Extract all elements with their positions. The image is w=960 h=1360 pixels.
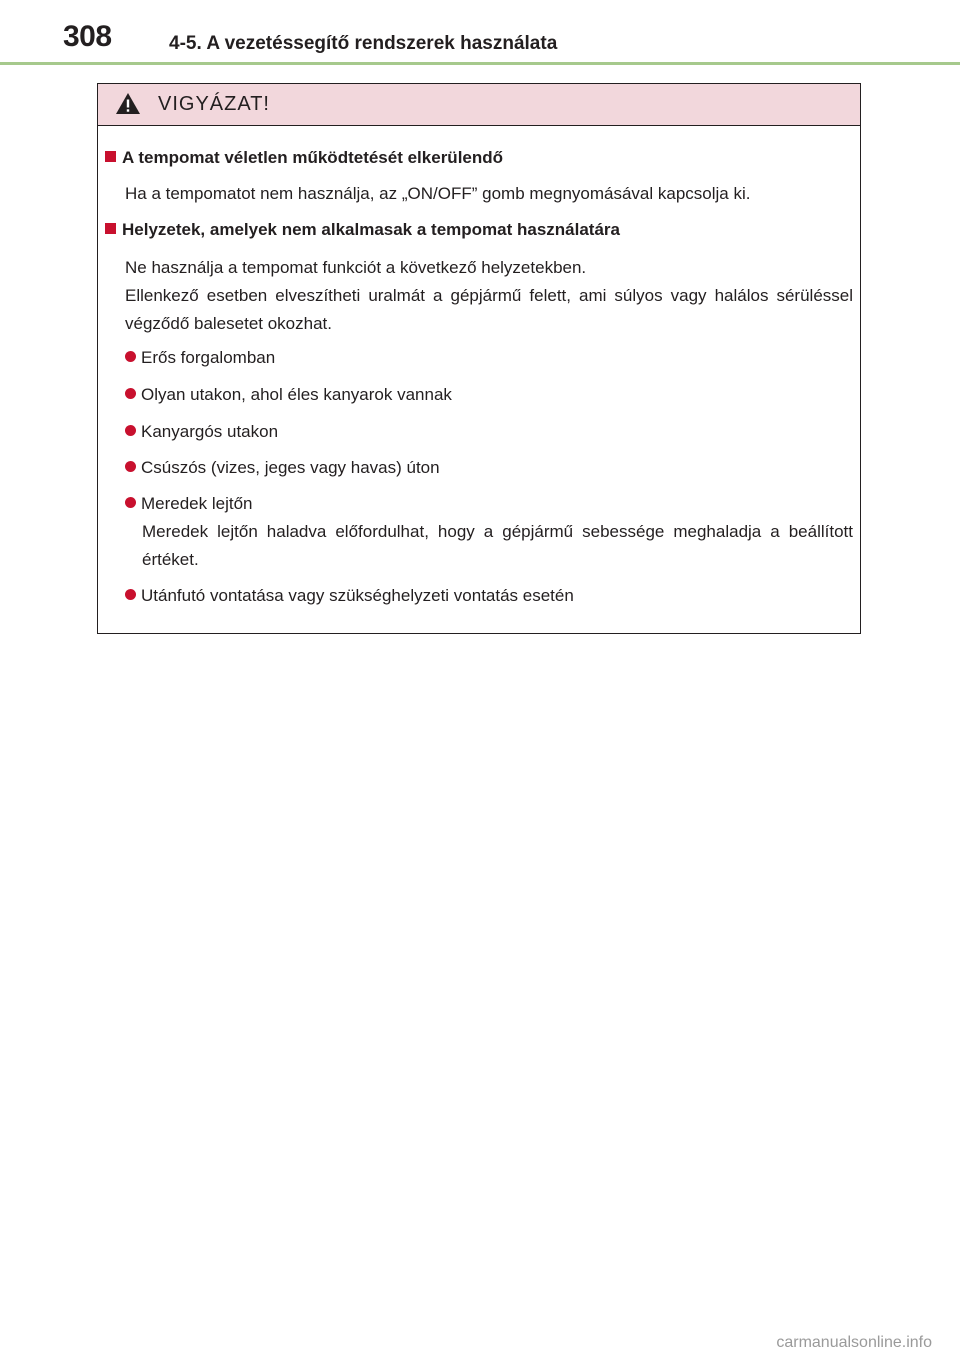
- list-item: [125, 344, 853, 372]
- list-item: [125, 582, 853, 610]
- list-item: [125, 490, 853, 574]
- paragraph: Ha a tempomatot nem használja, az „ON/OFF” gomb megnyomásával kapcsolja ki.: [125, 184, 751, 203]
- paragraph: Ellenkező esetben elveszítheti uralmát a gépjármű felett, ami súlyos vagy halálos sérüléssel végződő balesetet okozhat.: [125, 286, 853, 333]
- warning-triangle-icon: [115, 92, 141, 115]
- square-bullet-icon: [105, 151, 116, 162]
- circle-bullet-icon: [125, 497, 136, 508]
- page-header: [0, 0, 960, 66]
- paragraph: Ne használja a tempomat funkciót a következő helyzetekben.: [125, 258, 587, 277]
- section-title: 4-5. A vezetéssegítő rendszerek használata: [169, 33, 558, 54]
- topic-heading-text: Helyzetek, amelyek nem alkalmasak a tempomat használatára: [122, 220, 620, 239]
- list-item: [125, 454, 853, 482]
- list-item: [125, 381, 853, 409]
- page-number: 308: [63, 20, 112, 53]
- circle-bullet-icon: [125, 461, 136, 472]
- warning-header: [98, 84, 860, 126]
- circle-bullet-icon: [125, 351, 136, 362]
- circle-bullet-icon: [125, 388, 136, 399]
- list-item-text: Kanyargós utakon: [141, 422, 279, 441]
- watermark: carmanualsonline.info: [776, 1334, 932, 1351]
- warning-box: [97, 83, 861, 634]
- topic-heading: [105, 220, 620, 240]
- list-item-text: Utánfutó vontatása vagy szükséghelyzeti vontatás esetén: [141, 586, 574, 605]
- topic-heading: [105, 148, 503, 168]
- list-item-text: Csúszós (vizes, jeges vagy havas) úton: [141, 458, 440, 477]
- list-item-text: Olyan utakon, ahol éles kanyarok vannak: [141, 385, 452, 404]
- circle-bullet-icon: [125, 589, 136, 600]
- topic-heading-text: A tempomat véletlen működtetését elkerülendő: [122, 148, 504, 167]
- list-item-subtext: Meredek lejtőn haladva előfordulhat, hogy a gépjármű sebessége meghaladja a beállított értéket.: [142, 522, 853, 569]
- warning-title: VIGYÁZAT!: [158, 93, 270, 115]
- list-item-text: Meredek lejtőn: [141, 494, 253, 513]
- list-item-text: Erős forgalomban: [141, 348, 276, 367]
- circle-bullet-icon: [125, 425, 136, 436]
- list-item: [125, 418, 853, 446]
- square-bullet-icon: [105, 223, 116, 234]
- header-rule: [0, 62, 960, 65]
